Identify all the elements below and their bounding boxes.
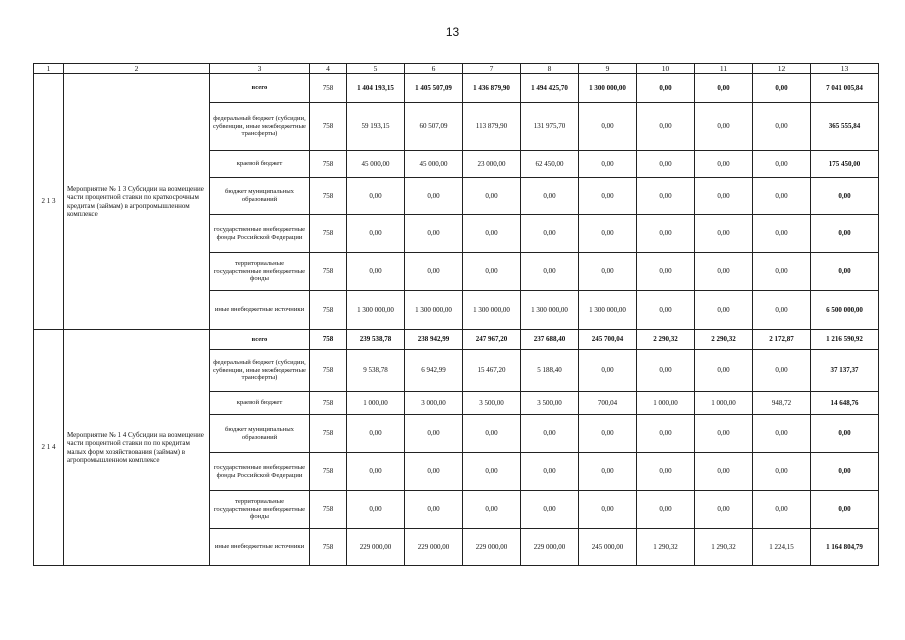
- value-cell: 0,00: [463, 253, 521, 291]
- value-cell: 0,00: [637, 253, 695, 291]
- value-cell: 0,00: [753, 453, 811, 491]
- value-cell: 1 494 425,70: [521, 74, 579, 103]
- total-cell: 14 648,76: [811, 392, 879, 415]
- event-code: 2 1 4: [34, 330, 64, 566]
- grbs-code: 758: [310, 178, 347, 215]
- value-cell: 1 300 000,00: [463, 291, 521, 330]
- value-cell: 229 000,00: [347, 529, 405, 566]
- value-cell: 1 300 000,00: [347, 291, 405, 330]
- value-cell: 0,00: [521, 415, 579, 453]
- value-cell: 1 300 000,00: [579, 291, 637, 330]
- grbs-code: 758: [310, 215, 347, 253]
- value-cell: 1 000,00: [695, 392, 753, 415]
- funding-source: бюджет муниципальных образований: [210, 178, 310, 215]
- value-cell: 0,00: [695, 151, 753, 178]
- value-cell: 0,00: [753, 178, 811, 215]
- grbs-code: 758: [310, 529, 347, 566]
- funding-source: федеральный бюджет (субсидии, субвенции, иные межбюджетные трансферты): [210, 350, 310, 392]
- grbs-code: 758: [310, 151, 347, 178]
- total-cell: 0,00: [811, 491, 879, 529]
- value-cell: 1 300 000,00: [405, 291, 463, 330]
- grbs-code: 758: [310, 253, 347, 291]
- budget-table: [33, 63, 879, 566]
- value-cell: 1 000,00: [637, 392, 695, 415]
- value-cell: 3 500,00: [521, 392, 579, 415]
- value-cell: 0,00: [695, 215, 753, 253]
- funding-source: краевой бюджет: [210, 392, 310, 415]
- header-cell: 8: [521, 64, 579, 74]
- header-cell: 5: [347, 64, 405, 74]
- funding-source: иные внебюджетные источники: [210, 291, 310, 330]
- grbs-code: 758: [310, 350, 347, 392]
- value-cell: 245 700,04: [579, 330, 637, 350]
- value-cell: 45 000,00: [405, 151, 463, 178]
- header-cell: 3: [210, 64, 310, 74]
- value-cell: 0,00: [579, 415, 637, 453]
- value-cell: 0,00: [753, 74, 811, 103]
- total-cell: 0,00: [811, 215, 879, 253]
- grbs-code: 758: [310, 330, 347, 350]
- page-number: 13: [445, 25, 460, 39]
- value-cell: 45 000,00: [347, 151, 405, 178]
- header-cell: 6: [405, 64, 463, 74]
- grbs-code: 758: [310, 392, 347, 415]
- value-cell: 0,00: [753, 491, 811, 529]
- value-cell: 3 500,00: [463, 392, 521, 415]
- value-cell: 1 224,15: [753, 529, 811, 566]
- header-cell: 1: [34, 64, 64, 74]
- header-cell: 13: [811, 64, 879, 74]
- value-cell: 0,00: [579, 453, 637, 491]
- total-cell: 365 555,84: [811, 103, 879, 151]
- value-cell: 0,00: [521, 491, 579, 529]
- value-cell: 1 405 507,09: [405, 74, 463, 103]
- total-cell: 7 041 005,84: [811, 74, 879, 103]
- value-cell: 0,00: [347, 453, 405, 491]
- value-cell: 0,00: [405, 453, 463, 491]
- value-cell: 0,00: [753, 253, 811, 291]
- value-cell: 2 290,32: [637, 330, 695, 350]
- value-cell: 0,00: [405, 415, 463, 453]
- total-cell: 0,00: [811, 453, 879, 491]
- value-cell: 0,00: [637, 74, 695, 103]
- total-cell: 1 216 590,92: [811, 330, 879, 350]
- value-cell: 131 975,70: [521, 103, 579, 151]
- value-cell: 1 290,32: [637, 529, 695, 566]
- value-cell: 62 450,00: [521, 151, 579, 178]
- value-cell: 0,00: [463, 178, 521, 215]
- value-cell: 0,00: [347, 253, 405, 291]
- value-cell: 239 538,78: [347, 330, 405, 350]
- grbs-code: 758: [310, 103, 347, 151]
- funding-source: всего: [210, 74, 310, 103]
- value-cell: 6 942,99: [405, 350, 463, 392]
- grbs-code: 758: [310, 74, 347, 103]
- value-cell: 0,00: [753, 350, 811, 392]
- value-cell: 0,00: [579, 253, 637, 291]
- value-cell: 0,00: [579, 350, 637, 392]
- value-cell: 0,00: [405, 178, 463, 215]
- table-row: [34, 330, 879, 350]
- value-cell: 0,00: [695, 491, 753, 529]
- event-name: Мероприятие № 1 4 Субсидии на возмещение части процентной ставки по по кредитам малых форм хозяйствования (займам) в агропромышленном комплексе: [64, 330, 210, 566]
- value-cell: 0,00: [521, 453, 579, 491]
- value-cell: 0,00: [637, 151, 695, 178]
- value-cell: 0,00: [405, 491, 463, 529]
- value-cell: 0,00: [463, 453, 521, 491]
- value-cell: 60 507,09: [405, 103, 463, 151]
- total-cell: 6 500 000,00: [811, 291, 879, 330]
- header-cell: 2: [64, 64, 210, 74]
- header-cell: 12: [753, 64, 811, 74]
- value-cell: 0,00: [521, 178, 579, 215]
- value-cell: 59 193,15: [347, 103, 405, 151]
- funding-source: всего: [210, 330, 310, 350]
- funding-source: иные внебюджетные источники: [210, 529, 310, 566]
- funding-source: государственные внебюджетные фонды Российской Федерации: [210, 215, 310, 253]
- value-cell: 2 172,87: [753, 330, 811, 350]
- value-cell: 113 879,90: [463, 103, 521, 151]
- total-cell: 0,00: [811, 415, 879, 453]
- value-cell: 0,00: [695, 74, 753, 103]
- value-cell: 1 300 000,00: [579, 74, 637, 103]
- value-cell: 0,00: [405, 253, 463, 291]
- value-cell: 0,00: [753, 151, 811, 178]
- value-cell: 0,00: [637, 291, 695, 330]
- value-cell: 0,00: [753, 415, 811, 453]
- funding-source: краевой бюджет: [210, 151, 310, 178]
- value-cell: 0,00: [347, 178, 405, 215]
- value-cell: 0,00: [637, 350, 695, 392]
- value-cell: 0,00: [579, 178, 637, 215]
- total-cell: 0,00: [811, 178, 879, 215]
- value-cell: 5 188,40: [521, 350, 579, 392]
- header-row: [34, 64, 879, 74]
- value-cell: 0,00: [695, 350, 753, 392]
- value-cell: 9 538,78: [347, 350, 405, 392]
- funding-source: территориальные государственные внебюджетные фонды: [210, 491, 310, 529]
- value-cell: 0,00: [695, 291, 753, 330]
- value-cell: 0,00: [637, 491, 695, 529]
- value-cell: 948,72: [753, 392, 811, 415]
- header-cell: 4: [310, 64, 347, 74]
- value-cell: 0,00: [579, 151, 637, 178]
- header-cell: 11: [695, 64, 753, 74]
- value-cell: 229 000,00: [521, 529, 579, 566]
- value-cell: 0,00: [637, 178, 695, 215]
- event-code: 2 1 3: [34, 74, 64, 330]
- value-cell: 0,00: [753, 291, 811, 330]
- total-cell: 175 450,00: [811, 151, 879, 178]
- value-cell: 0,00: [637, 215, 695, 253]
- value-cell: 0,00: [695, 453, 753, 491]
- value-cell: 2 290,32: [695, 330, 753, 350]
- value-cell: 0,00: [347, 215, 405, 253]
- event-name: Мероприятие № 1 3 Субсидии на возмещение части процентной ставки по краткосрочным кредитам (займам) в агропромышленном комплексе: [64, 74, 210, 330]
- value-cell: 0,00: [463, 415, 521, 453]
- value-cell: 1 000,00: [347, 392, 405, 415]
- value-cell: 237 688,40: [521, 330, 579, 350]
- total-cell: 1 164 804,79: [811, 529, 879, 566]
- value-cell: 0,00: [637, 415, 695, 453]
- grbs-code: 758: [310, 291, 347, 330]
- value-cell: 0,00: [695, 415, 753, 453]
- value-cell: 3 000,00: [405, 392, 463, 415]
- value-cell: 1 404 193,15: [347, 74, 405, 103]
- value-cell: 0,00: [695, 253, 753, 291]
- value-cell: 0,00: [463, 215, 521, 253]
- grbs-code: 758: [310, 415, 347, 453]
- value-cell: 700,04: [579, 392, 637, 415]
- value-cell: 0,00: [521, 253, 579, 291]
- value-cell: 229 000,00: [405, 529, 463, 566]
- value-cell: 0,00: [637, 103, 695, 151]
- value-cell: 1 436 879,90: [463, 74, 521, 103]
- funding-source: государственные внебюджетные фонды Российской Федерации: [210, 453, 310, 491]
- value-cell: 0,00: [579, 215, 637, 253]
- value-cell: 0,00: [753, 103, 811, 151]
- value-cell: 247 967,20: [463, 330, 521, 350]
- value-cell: 15 467,20: [463, 350, 521, 392]
- value-cell: 0,00: [463, 491, 521, 529]
- total-cell: 37 137,37: [811, 350, 879, 392]
- table-row: [34, 74, 879, 103]
- value-cell: 1 300 000,00: [521, 291, 579, 330]
- total-cell: 0,00: [811, 253, 879, 291]
- value-cell: 0,00: [695, 178, 753, 215]
- value-cell: 229 000,00: [463, 529, 521, 566]
- grbs-code: 758: [310, 491, 347, 529]
- value-cell: 0,00: [579, 491, 637, 529]
- value-cell: 0,00: [695, 103, 753, 151]
- value-cell: 0,00: [753, 215, 811, 253]
- value-cell: 0,00: [347, 415, 405, 453]
- value-cell: 245 000,00: [579, 529, 637, 566]
- value-cell: 0,00: [405, 215, 463, 253]
- value-cell: 0,00: [637, 453, 695, 491]
- value-cell: 0,00: [521, 215, 579, 253]
- value-cell: 1 290,32: [695, 529, 753, 566]
- value-cell: 0,00: [347, 491, 405, 529]
- funding-source: федеральный бюджет (субсидии, субвенции, иные межбюджетные трансферты): [210, 103, 310, 151]
- value-cell: 238 942,99: [405, 330, 463, 350]
- header-cell: 7: [463, 64, 521, 74]
- header-cell: 10: [637, 64, 695, 74]
- funding-source: бюджет муниципальных образований: [210, 415, 310, 453]
- value-cell: 0,00: [579, 103, 637, 151]
- grbs-code: 758: [310, 453, 347, 491]
- value-cell: 23 000,00: [463, 151, 521, 178]
- header-cell: 9: [579, 64, 637, 74]
- funding-source: территориальные государственные внебюджетные фонды: [210, 253, 310, 291]
